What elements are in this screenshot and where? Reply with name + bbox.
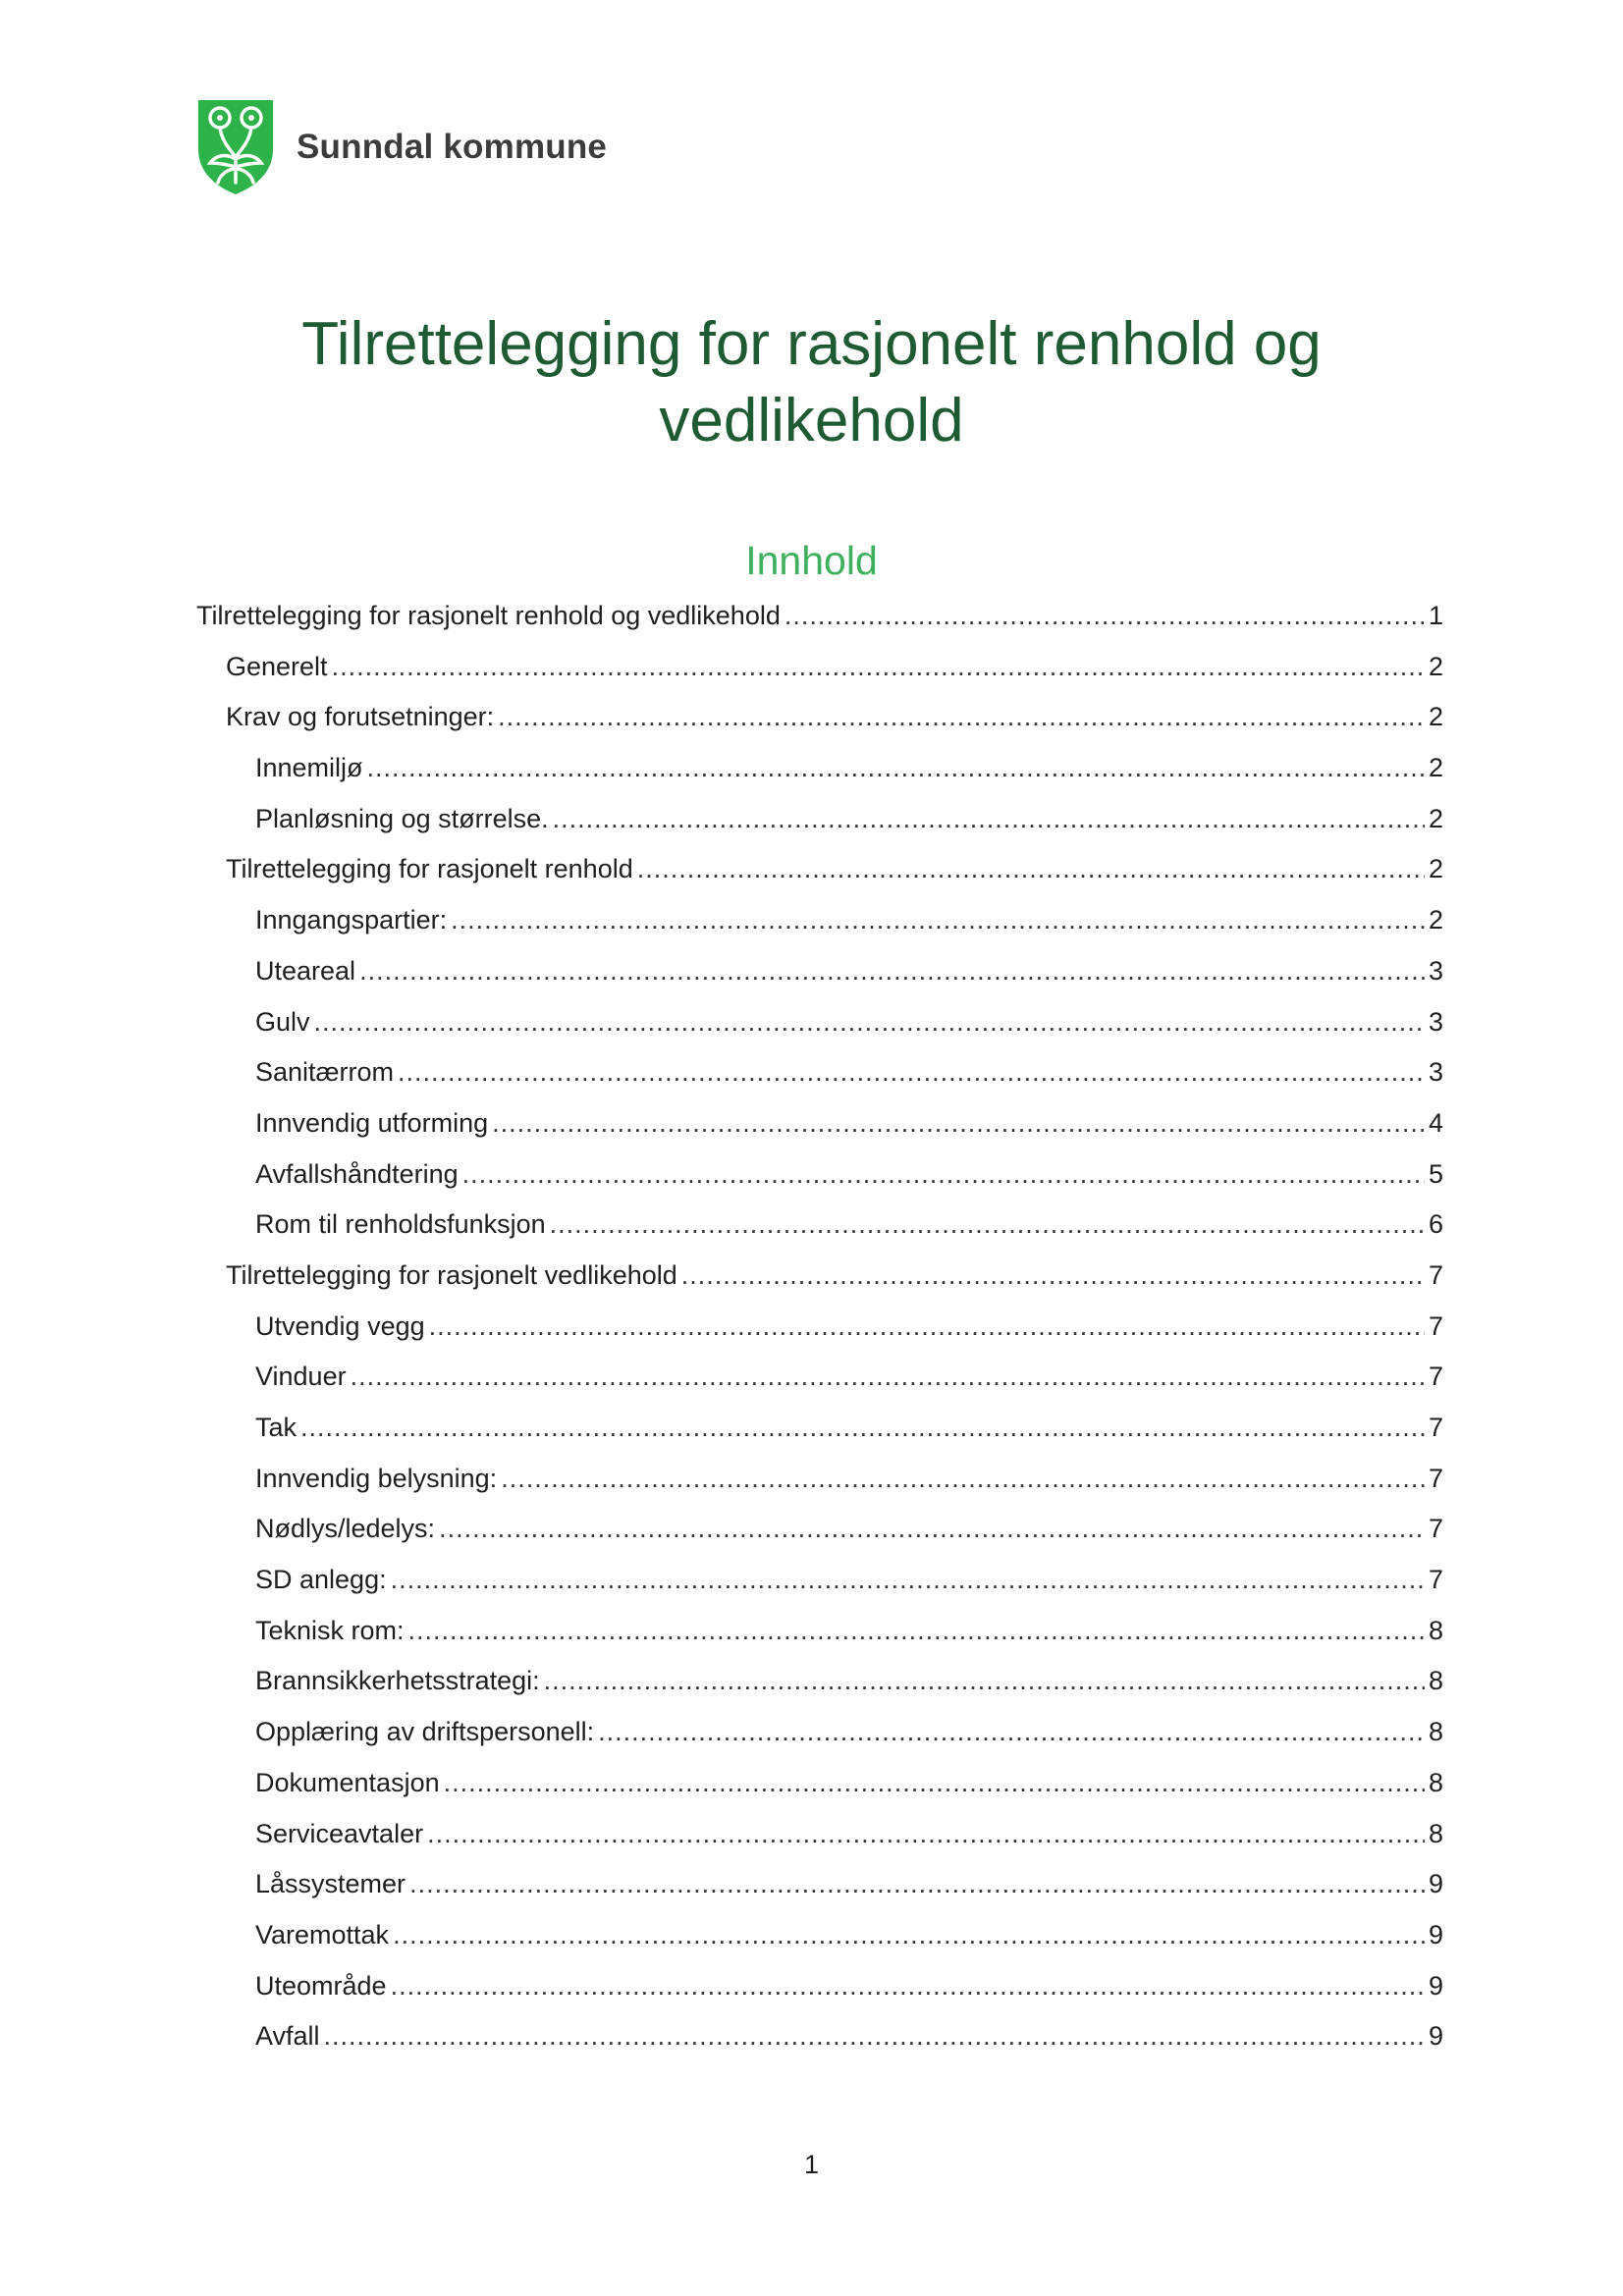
toc-entry[interactable] xyxy=(196,1098,1443,1149)
toc-entry-page-number: 7 xyxy=(1428,1463,1443,1493)
toc-dot-leader xyxy=(451,895,1425,946)
toc-entry-page-number: 8 xyxy=(1428,1767,1443,1797)
toc-dot-leader xyxy=(544,1656,1425,1707)
toc-entry-page-number: 2 xyxy=(1428,905,1443,935)
document-title xyxy=(0,306,1623,459)
toc-entry-label: Uteområde xyxy=(255,1970,387,2001)
toc-entry-label: Inngangspartier: xyxy=(255,905,448,935)
page-number: 1 xyxy=(803,2150,820,2179)
toc-dot-leader xyxy=(359,946,1425,997)
toc-entry-page-number: 6 xyxy=(1428,1209,1443,1240)
toc-entry[interactable] xyxy=(196,1200,1443,1251)
toc-dot-leader xyxy=(598,1707,1425,1758)
toc-entry-page-number: 7 xyxy=(1428,1413,1443,1442)
toc-dot-leader xyxy=(492,1098,1425,1149)
toc-entry[interactable] xyxy=(196,1504,1443,1555)
toc-entry-page-number: 7 xyxy=(1428,1259,1443,1290)
toc-dot-leader xyxy=(324,2011,1425,2062)
toc-entry-label: Avfallshåndtering xyxy=(255,1158,459,1189)
toc-entry-label: Tilrettelegging for rasjonelt renhold xyxy=(226,854,633,884)
toc-entry-label: Sanitærrom xyxy=(255,1057,395,1088)
toc-entry-label: Innemiljø xyxy=(255,753,363,783)
toc-entry-label: SD anlegg: xyxy=(255,1565,387,1595)
toc-entry-label: Utvendig vegg xyxy=(255,1310,425,1341)
toc-entry-label: Innvendig utforming xyxy=(255,1107,489,1138)
toc-entry[interactable] xyxy=(196,1910,1443,1961)
toc-entry-label: Tilrettelegging for rasjonelt renhold og vedlikehold xyxy=(196,601,781,630)
toc-entry-label: Gulv xyxy=(255,1006,310,1037)
municipal-coat-of-arms-icon xyxy=(196,98,275,196)
toc-entry-page-number: 2 xyxy=(1428,702,1443,732)
toc-entry[interactable] xyxy=(196,1251,1443,1302)
toc-entry-page-number: 7 xyxy=(1428,1565,1443,1595)
toc-dot-leader xyxy=(391,1555,1425,1606)
toc-entry-page-number: 3 xyxy=(1428,1006,1443,1037)
toc-entry[interactable] xyxy=(196,1403,1443,1454)
toc-dot-leader xyxy=(553,794,1425,845)
toc-entry-label: Opplæring av driftspersonell: xyxy=(255,1717,595,1747)
document-title-line-1: Tilrettelegging for rasjonelt renhold og xyxy=(301,310,1322,378)
toc-entry[interactable] xyxy=(196,1454,1443,1505)
toc-entry[interactable] xyxy=(196,2011,1443,2062)
toc-dot-leader xyxy=(498,692,1425,743)
toc-entry-label: Krav og forutsetninger: xyxy=(226,702,495,732)
toc-entry-label: Brannsikkerhetsstrategi: xyxy=(255,1666,540,1696)
toc-entry-label: Vinduer xyxy=(255,1362,347,1392)
toc-dot-leader xyxy=(444,1758,1425,1809)
toc-entry-page-number: 9 xyxy=(1428,2021,1443,2052)
toc-entry-label: Nødlys/ledelys: xyxy=(255,1514,436,1544)
toc-entry-page-number: 2 xyxy=(1428,854,1443,884)
toc-entry-page-number: 7 xyxy=(1428,1514,1443,1544)
organization-name: Sunndal kommune xyxy=(297,128,608,166)
toc-entry[interactable] xyxy=(196,642,1443,693)
toc-dot-leader xyxy=(550,1200,1425,1251)
toc-entry-page-number: 8 xyxy=(1428,1818,1443,1848)
toc-entry[interactable] xyxy=(196,743,1443,794)
toc-entry[interactable] xyxy=(196,997,1443,1048)
toc-dot-leader xyxy=(462,1149,1425,1201)
toc-dot-leader xyxy=(408,1606,1425,1657)
toc-dot-leader xyxy=(393,1910,1425,1961)
toc-entry-label: Innvendig belysning: xyxy=(255,1463,498,1493)
toc-entry[interactable] xyxy=(196,1606,1443,1657)
toc-entry-label: Teknisk rom: xyxy=(255,1615,405,1645)
toc-entry[interactable] xyxy=(196,895,1443,946)
toc-entry-page-number: 7 xyxy=(1428,1310,1443,1341)
toc-dot-leader xyxy=(501,1454,1425,1505)
toc-entry-page-number: 9 xyxy=(1428,1919,1443,1949)
toc-entry-page-number: 8 xyxy=(1428,1666,1443,1696)
toc-entry-page-number: 9 xyxy=(1428,1869,1443,1899)
toc-entry[interactable] xyxy=(196,692,1443,743)
toc-entry-page-number: 8 xyxy=(1428,1615,1443,1645)
toc-entry-page-number: 2 xyxy=(1428,651,1443,681)
toc-entry[interactable] xyxy=(196,844,1443,895)
toc-entry-label: Serviceavtaler xyxy=(255,1818,424,1848)
toc-dot-leader xyxy=(300,1403,1425,1454)
toc-entry[interactable] xyxy=(196,1809,1443,1860)
toc-dot-leader xyxy=(439,1504,1425,1555)
toc-entry[interactable] xyxy=(196,1758,1443,1809)
toc-heading: Innhold xyxy=(745,538,878,583)
toc-entry-page-number: 8 xyxy=(1428,1717,1443,1747)
toc-entry-page-number: 2 xyxy=(1428,753,1443,783)
toc-entry-label: Avfall xyxy=(255,2021,320,2052)
toc-entry[interactable] xyxy=(196,794,1443,845)
toc-entry[interactable] xyxy=(196,1555,1443,1606)
table-of-contents xyxy=(196,591,1443,2062)
toc-dot-leader xyxy=(784,591,1425,642)
toc-entry[interactable] xyxy=(196,1707,1443,1758)
toc-entry[interactable] xyxy=(196,1149,1443,1201)
toc-entry-label: Tilrettelegging for rasjonelt vedlikehold xyxy=(226,1259,677,1290)
toc-entry-label: Dokumentasjon xyxy=(255,1767,440,1797)
toc-entry-page-number: 1 xyxy=(1428,601,1443,630)
toc-entry-label: Varemottak xyxy=(255,1919,390,1949)
toc-entry[interactable] xyxy=(196,1352,1443,1403)
toc-dot-leader xyxy=(637,844,1425,895)
toc-entry-page-number: 7 xyxy=(1428,1362,1443,1392)
toc-entry-label: Uteareal xyxy=(255,955,356,986)
toc-entry-label: Tak xyxy=(255,1413,298,1442)
document-title-line-2: vedlikehold xyxy=(659,387,964,454)
toc-dot-leader xyxy=(351,1352,1425,1403)
toc-entry[interactable] xyxy=(196,1047,1443,1098)
toc-entry[interactable] xyxy=(196,591,1443,642)
header-logo xyxy=(196,98,607,196)
toc-entry-page-number: 2 xyxy=(1428,803,1443,833)
toc-entry[interactable] xyxy=(196,1859,1443,1910)
toc-dot-leader xyxy=(367,743,1425,794)
toc-entry-page-number: 4 xyxy=(1428,1107,1443,1138)
toc-entry-page-number: 9 xyxy=(1428,1970,1443,2001)
toc-entry[interactable] xyxy=(196,946,1443,997)
toc-dot-leader xyxy=(681,1251,1425,1302)
toc-entry-label: Låssystemer xyxy=(255,1869,406,1899)
toc-dot-leader xyxy=(314,997,1425,1048)
toc-entry-page-number: 3 xyxy=(1428,955,1443,986)
toc-dot-leader xyxy=(391,1961,1425,2012)
toc-entry[interactable] xyxy=(196,1961,1443,2012)
toc-dot-leader xyxy=(398,1047,1425,1098)
toc-dot-leader xyxy=(332,642,1425,693)
toc-dot-leader xyxy=(427,1809,1425,1860)
toc-entry-label: Planløsning og størrelse. xyxy=(255,803,549,833)
toc-entry-page-number: 3 xyxy=(1428,1057,1443,1088)
toc-entry-label: Rom til renholdsfunksjon xyxy=(255,1209,546,1240)
toc-dot-leader xyxy=(429,1302,1425,1353)
toc-entry-label: Generelt xyxy=(226,651,328,681)
toc-entry-page-number: 5 xyxy=(1428,1158,1443,1189)
toc-dot-leader xyxy=(409,1859,1425,1910)
toc-entry[interactable] xyxy=(196,1656,1443,1707)
toc-entry[interactable] xyxy=(196,1302,1443,1353)
